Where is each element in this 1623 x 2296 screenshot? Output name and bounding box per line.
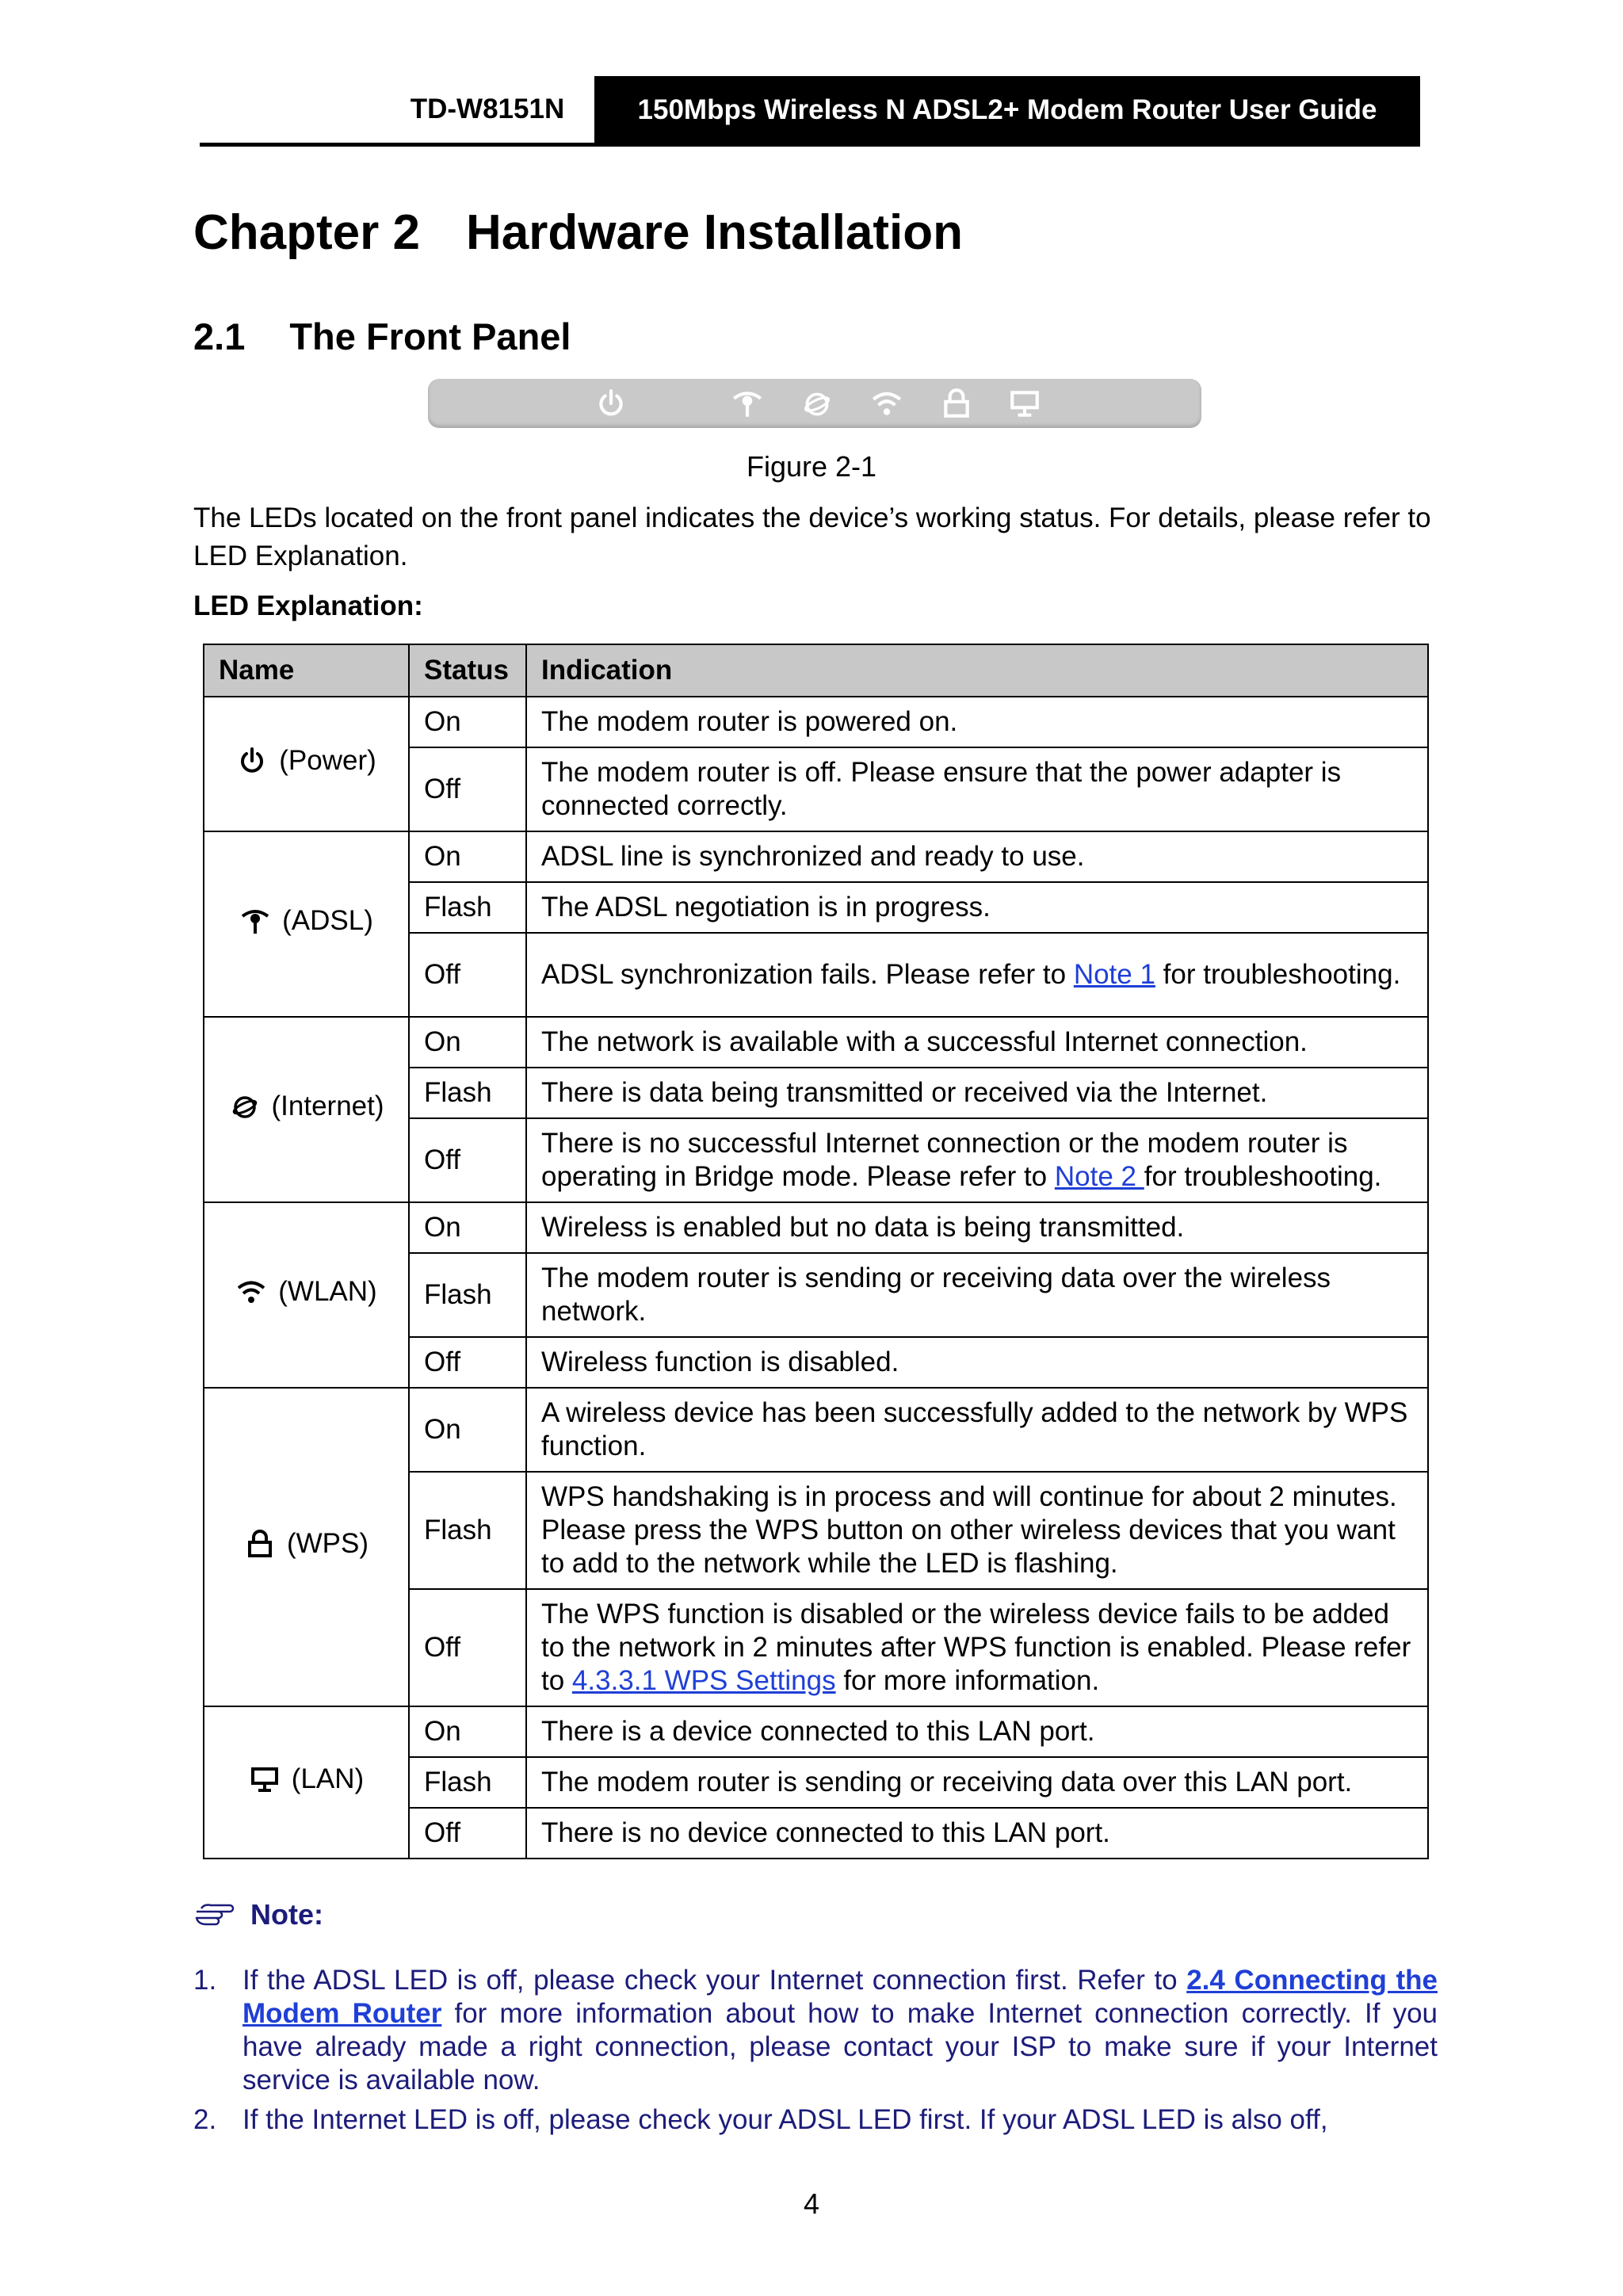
led-name-wps: [204, 1388, 409, 1706]
led-name-wlan: [204, 1202, 409, 1388]
chapter-title: Hardware Installation: [465, 205, 964, 260]
indication-cell: [526, 1589, 1428, 1706]
chapter-heading: [193, 204, 963, 261]
indication-cell: There is no device connected to this LAN port.: [526, 1808, 1428, 1859]
indication-cell: The network is available with a successful Internet connection.: [526, 1017, 1428, 1068]
indication-cell: There is a device connected to this LAN port.: [526, 1706, 1428, 1757]
led-explanation-table: [203, 644, 1429, 1859]
section-number: 2.1: [193, 315, 246, 357]
table-header-row: [204, 644, 1428, 697]
led-name-adsl: [204, 831, 409, 1017]
note-number: 2.: [193, 2104, 217, 2135]
note-heading-label: Note:: [250, 1898, 323, 1931]
table-row: [204, 1706, 1428, 1757]
led-name-internet: [204, 1017, 409, 1202]
led-label: (ADSL): [282, 904, 373, 936]
adsl-icon: [239, 905, 271, 937]
indication-text: ADSL synchronization fails. Please refer to: [541, 959, 1074, 990]
status-cell: On: [409, 831, 526, 882]
section-title: The Front Panel: [289, 315, 571, 357]
table-row: [204, 697, 1428, 747]
status-cell: Off: [409, 1118, 526, 1202]
note-list: [193, 1964, 1438, 2143]
status-cell: Flash: [409, 1068, 526, 1118]
lan-icon: [249, 1763, 281, 1795]
power-icon: [236, 745, 268, 777]
pointing-hand-icon: [195, 1901, 236, 1929]
indication-text: for troubleshooting.: [1144, 1161, 1382, 1192]
adsl-icon: [731, 387, 764, 420]
status-cell: Off: [409, 1589, 526, 1706]
status-cell: Flash: [409, 1757, 526, 1808]
internet-icon: [229, 1091, 261, 1122]
front-panel-figure: [428, 379, 1201, 428]
status-cell: On: [409, 1202, 526, 1253]
indication-text: The WPS function is disabled or the wireless device fails to be added to the network in 2 minutes after WPS function is enabled. Please refer to: [541, 1599, 1411, 1696]
led-label: (WPS): [286, 1527, 369, 1559]
note-1-link[interactable]: Note 1: [1073, 959, 1155, 990]
list-item: [193, 1964, 1438, 2097]
header-rule: [200, 143, 1420, 147]
intro-paragraph: The LEDs located on the front panel indicates the device’s working status. For details, please refer to LED Explanation.: [193, 502, 1431, 571]
lan-icon: [1008, 387, 1041, 420]
wps-settings-link[interactable]: 4.3.3.1 WPS Settings: [571, 1665, 836, 1696]
header-status: Status: [409, 644, 526, 697]
wps-icon: [244, 1528, 276, 1560]
status-cell: On: [409, 1388, 526, 1472]
note-text: If the Internet LED is off, please check your ADSL LED first. If your ADSL LED is also off,: [242, 2104, 1328, 2135]
status-cell: Off: [409, 1808, 526, 1859]
list-item: [193, 2103, 1438, 2137]
status-cell: Flash: [409, 882, 526, 933]
table-row: [204, 1202, 1428, 1253]
indication-cell: Wireless is enabled but no data is being transmitted.: [526, 1202, 1428, 1253]
status-cell: Off: [409, 747, 526, 831]
led-name-lan: [204, 1706, 409, 1859]
indication-cell: The modem router is powered on.: [526, 697, 1428, 747]
indication-cell: The modem router is sending or receiving data over the wireless network.: [526, 1253, 1428, 1337]
indication-cell: The modem router is off. Please ensure that the power adapter is connected correctly.: [526, 747, 1428, 831]
indication-cell: The ADSL negotiation is in progress.: [526, 882, 1428, 933]
indication-cell: [526, 933, 1428, 1017]
led-label: (Internet): [271, 1090, 384, 1121]
indication-cell: ADSL line is synchronized and ready to use.: [526, 831, 1428, 882]
status-cell: Off: [409, 1337, 526, 1388]
header-guide-title: 150Mbps Wireless N ADSL2+ Modem Router User Guide: [594, 76, 1420, 144]
wlan-icon: [235, 1276, 267, 1308]
status-cell: On: [409, 1017, 526, 1068]
header-model: TD-W8151N: [410, 94, 565, 124]
note-heading: [195, 1898, 323, 1931]
indication-text: There is no successful Internet connection or the modem router is operating in Bridge mode. Please refer to: [541, 1128, 1348, 1192]
note-text: If the ADSL LED is off, please check your Internet connection first. Refer to: [242, 1965, 1187, 1996]
table-row: [204, 1388, 1428, 1472]
header-name: Name: [204, 644, 409, 697]
led-label: (LAN): [291, 1763, 365, 1794]
status-cell: On: [409, 1706, 526, 1757]
indication-cell: There is data being transmitted or received via the Internet.: [526, 1068, 1428, 1118]
table-row: [204, 831, 1428, 882]
section-heading: [193, 315, 571, 358]
indication-cell: WPS handshaking is in process and will continue for about 2 minutes. Please press the WPS button on other wireless devices that you want to add to the network while the LED is flashing.: [526, 1472, 1428, 1589]
note-text: for more information about how to make Internet connection correctly. If you have already made a right connection, please contact your ISP to make sure if your Internet service is available now.: [242, 1998, 1438, 2095]
indication-text: for troubleshooting.: [1155, 959, 1401, 990]
header-indication: Indication: [526, 644, 1428, 697]
indication-cell: The modem router is sending or receiving data over this LAN port.: [526, 1757, 1428, 1808]
page-number: 4: [803, 2187, 820, 2220]
status-cell: Flash: [409, 1253, 526, 1337]
led-explanation-heading: LED Explanation:: [193, 590, 423, 621]
table-row: [204, 1017, 1428, 1068]
chapter-number: Chapter 2: [193, 205, 420, 260]
internet-icon: [800, 387, 834, 420]
status-cell: Flash: [409, 1472, 526, 1589]
led-label: (Power): [279, 744, 376, 776]
led-name-power: [204, 697, 409, 831]
indication-cell: [526, 1118, 1428, 1202]
wps-icon: [940, 387, 973, 420]
indication-cell: Wireless function is disabled.: [526, 1337, 1428, 1388]
status-cell: Off: [409, 933, 526, 1017]
status-cell: On: [409, 697, 526, 747]
power-icon: [594, 387, 628, 420]
indication-text: for more information.: [835, 1665, 1100, 1696]
wlan-icon: [870, 387, 903, 420]
indication-cell: A wireless device has been successfully added to the network by WPS function.: [526, 1388, 1428, 1472]
note-number: 1.: [193, 1965, 217, 1996]
figure-caption: Figure 2-1: [746, 450, 877, 483]
note-2-link[interactable]: Note 2: [1054, 1161, 1144, 1192]
connecting-modem-router-link[interactable]: 2.4 Connecting the Modem Router: [242, 1965, 1438, 2029]
led-label: (WLAN): [278, 1275, 377, 1307]
